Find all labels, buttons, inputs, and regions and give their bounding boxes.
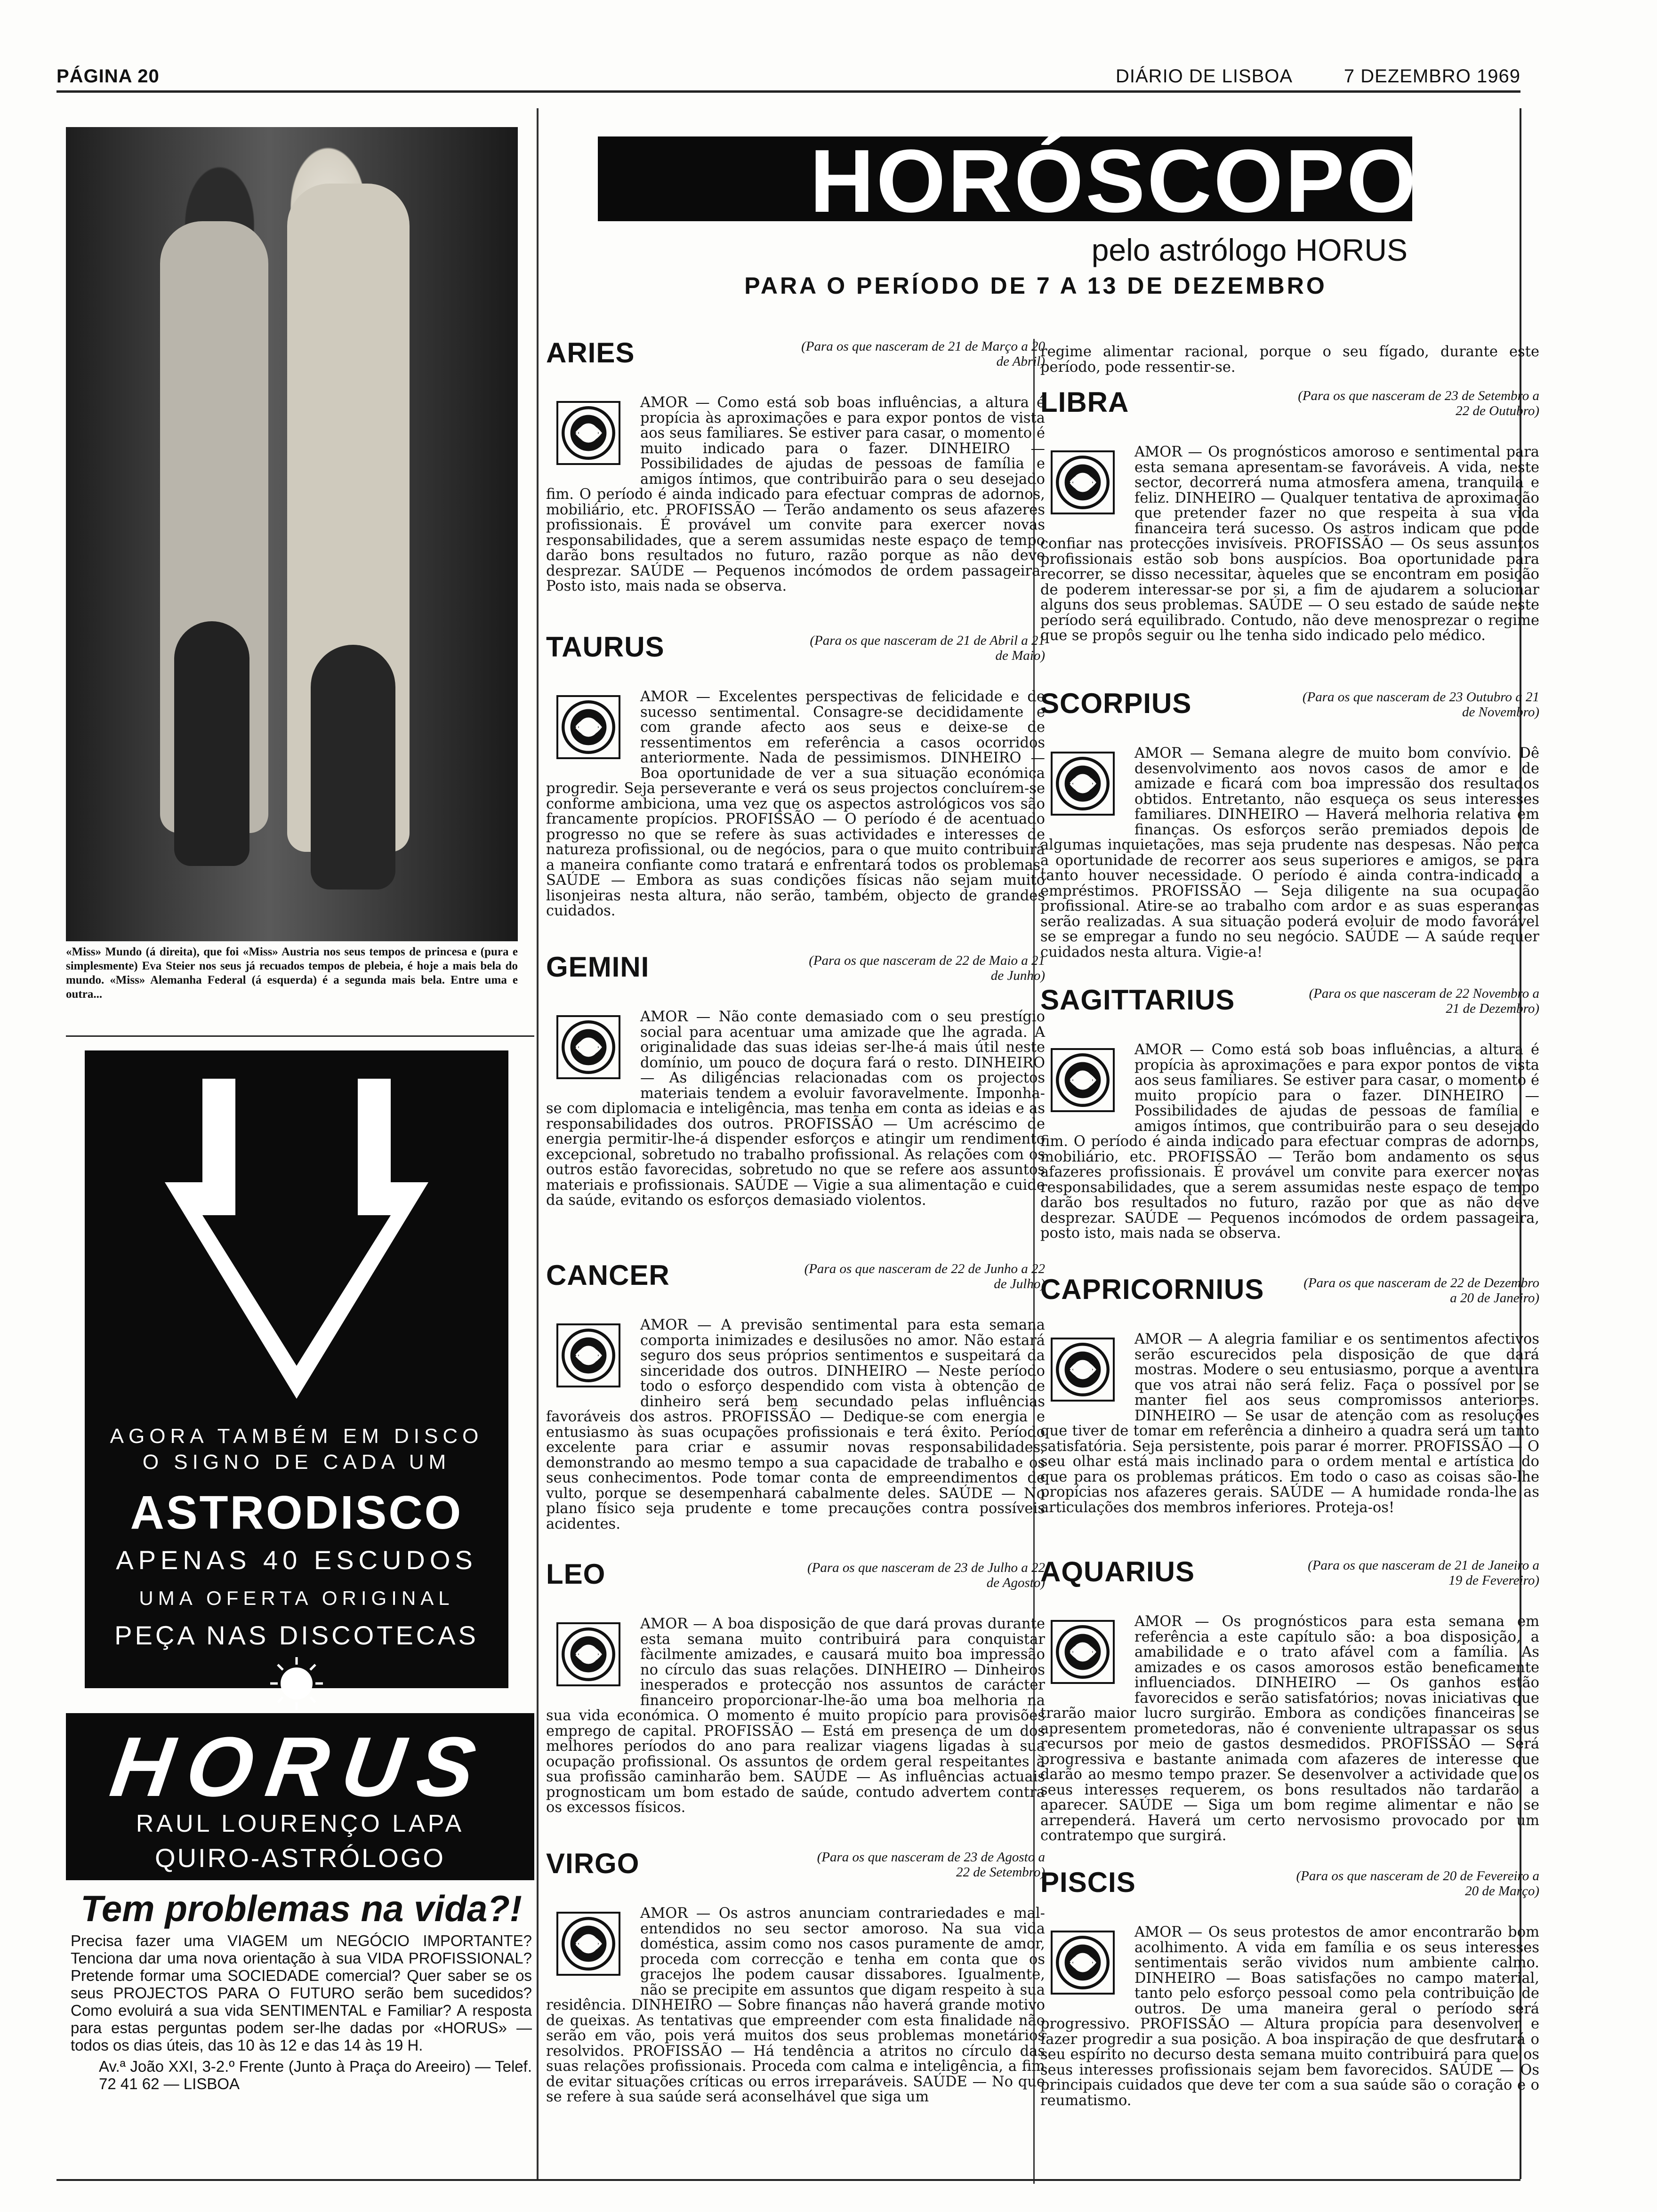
capricornius-zodiac-icon xyxy=(1051,1338,1115,1402)
sign-name: CANCER xyxy=(546,1259,670,1291)
header-rule xyxy=(56,90,1520,93)
cancer-zodiac-icon xyxy=(556,1323,620,1387)
sign-text xyxy=(546,1010,1045,1209)
libra-zodiac-icon xyxy=(1051,450,1115,514)
sign-name: GEMINI xyxy=(546,951,650,983)
astro-offer: UMA OFERTA ORIGINAL xyxy=(139,1587,454,1609)
newspaper-name: DIÁRIO DE LISBOA xyxy=(1116,66,1293,87)
sign-text xyxy=(1040,445,1539,644)
sign-text-content: AMOR — A boa disposição de que dará provas durante esta semana muito contribuirá para conquistar fàcilmente amizades, e causará muito boa impressão no círculo das suas relações. DINHEIRO — Dinheiros inesperados e protecção nos assuntos de carácter financeiro proporcionar-lhe-ão uma boa melhoria na sua vida económica. O momento é muito propício para provisões emprego de capital. PROFISSÃO — Está em presença de um dos melhores períodos do ano para realizar viagens ligadas à sua ocupação profissional. Os assuntos de ordem geral respeitantes à sua profissão caminharão bem. SAÚDE — As influências actuais prognosticam um bom estado de saúde, contudo advertem contra os excessos físicos. xyxy=(546,1616,1045,1816)
sign-name: LIBRA xyxy=(1040,386,1129,418)
sun-icon xyxy=(268,1655,325,1712)
sign-dates: (Para os que nasceram de 23 Outubro a 21 de Novembro) xyxy=(1302,689,1539,720)
sign-dates: (Para os que nasceram de 22 de Dezembro a 20 de Janeiro) xyxy=(1303,1275,1539,1306)
sign-name: VIRGO xyxy=(546,1848,640,1879)
astro-cta: PEÇA NAS DISCOTECAS xyxy=(114,1620,479,1650)
sign-dates: (Para os que nasceram de 22 de Maio a 21 de Junho) xyxy=(809,953,1045,983)
sign-text xyxy=(546,395,1045,594)
sign-dates: (Para os que nasceram de 22 Novembro a 21 de Dezembro) xyxy=(1309,986,1539,1016)
sign-name: TAURUS xyxy=(546,631,665,663)
horoscope-byline: pelo astrólogo HORUS xyxy=(1091,232,1408,267)
sign-text xyxy=(546,1318,1045,1532)
aries-zodiac-icon xyxy=(556,401,620,465)
horus-name: RAUL LOURENÇO LAPA xyxy=(136,1810,465,1837)
virgo-zodiac-icon xyxy=(556,1912,620,1976)
aries-continuation: regime alimentar racional, porque o seu fígado, durante este período, pode ressentir-se. xyxy=(1040,344,1539,376)
piscis-zodiac-icon xyxy=(1051,1931,1115,1995)
sign-name: PISCIS xyxy=(1040,1867,1136,1898)
astro-brand: ASTRODISCO xyxy=(130,1486,463,1539)
astro-line2: O SIGNO DE CADA UM xyxy=(142,1451,451,1474)
issue-date: 7 DEZEMBRO 1969 xyxy=(1343,66,1520,87)
bottom-rule xyxy=(56,2179,1520,2181)
sign-text-content: AMOR — Excelentes perspectivas de felicidade e de sucesso sentimental. Consagre-se decididamente e com grande afecto aos seus e deixe-se de ressentimentos em referência a casos ocorridos anteriormente. Nada de pessimismos. DINHEIRO — Boa oportunidade de ver a sua situação económica progredir. Seja perseverante e verá os seus projectos concluírem-se conforme ambiciona, uma vez que os aspectos astrológicos vos são francamente propícios. PROFISSÃO — O período é de acentuado progresso no que se refere às suas actividades e interesses de natureza profissional, ou de negócios, para o que muito contribuirá a maneira confiante como tratará e enfrentará todos os problemas. SAÚDE — Embora as suas condições físicas não sejam muito lisonjeiras nesta altura, não serão, também, objecto de grandes cuidados. xyxy=(546,689,1045,919)
sign-text-content: AMOR — Não conte demasiado com o seu prestígio social para acentuar uma amizade que lhe agrada. A originalidade das suas ideias ser-lhe-á mais útil neste domínio, um pouco de doçura fará o resto. DINHEIRO — As diligências relacionadas com os projectos materiais tendem a evoluir favoravelmente. Imponha-se com diplomacia e inteligência, mas tenha em conta as ideias e as responsabilidades dos outros. PROFISSÃO — Um acréscimo de energia permitir-lhe-á dispender esforços e atingir um rendimento excepcional, sobretudo no trabalho profissional. As relações com os outros estão favorecidas, sobretudo no que se refere aos assuntos materiais e profissionais. SAÚDE — Vigie a sua alimentação e cuide da saúde, evitando os esforços demasiado violentos. xyxy=(546,1009,1045,1209)
ad-body: Precisa fazer uma VIAGEM um NEGÓCIO IMPORTANTE? Tenciona dar uma nova orientação à sua VIDA PROFISSIONAL? Pretende formar uma SOCIEDADE comercial? Quer saber se os seus PROJECTOS PARA O FUTURO serão bem sucedidos? Como evoluirá a sua vida SENTIMENTAL e Familiar? A resposta para estas perguntas podem ser-lhe dadas por «HORUS» — todos os dias úteis, das 10 às 12 e das 14 às 19 H. xyxy=(71,1932,532,2054)
sign-text-content: AMOR — Como está sob boas influências, a altura é propícia às aproximações e para expor pontos de vista aos seus familiares. Se estiver para casar, o momento é muito propício para o fazer. DINHEIRO — Possibilidades de ajudas de pessoas de família e amigos íntimos, que contribuirão para o seu desejado fim. O período é ainda indicado para efectuar compras de adornos, mobiliário, etc. PROFISSÃO — Terão bom andamento os seus afazeres profissionais. É provável um convite para exercer novas responsabilidades, que a serem assumidas neste espaço de tempo darão bos resultados no futuro, razão por que as não deve desprezar. SAÚDE — Pequenos incómodos de ordem passageira, posto isto, mais nada se observa. xyxy=(1040,1042,1539,1242)
horus-ad xyxy=(66,1713,534,1880)
sign-text-content: AMOR — A previsão sentimental para esta semana comporta inimizades e desilusões no amor. Não estará seguro dos seus próprios sentimentos e suspeitará da sinceridade dos outros. DINHEIRO — Neste período todo o esforço despendido com vista à obtenção de dinheiro será bem secundado pelas influências favoráveis dos astros. PROFISSÃO — Dedique-se com energia e entusiasmo às suas ocupações profissionais e terá êxito. Período excelente para criar e assumir novas responsabilidades, demonstrando ao mesmo tempo a sua capacidade de trabalho e os seus conhecimentos. Pode tomar conta de empreendimentos de vulto, porque se desempenhará cabalmente deles. SAÚDE — No plano físico seja prudente e tome precauções contra possíveis acidentes. xyxy=(546,1317,1045,1532)
caption-rule xyxy=(66,1035,534,1037)
ad-text xyxy=(71,1932,532,2092)
horoscope-title: HORÓSCOPO xyxy=(810,131,1418,231)
sign-dates: (Para os que nasceram de 20 de Fevereiro a 20 de Março) xyxy=(1296,1868,1539,1899)
ad-address: Av.ª João XXI, 3-2.º Frente (Junto à Praça do Areeiro) — Telef. 72 41 62 — LISBOA xyxy=(99,2058,532,2092)
sign-text-content: AMOR — Como está sob boas influências, a altura é propícia às aproximações e para expor pontos de vista aos seus familiares. Se estiver para casar, o momento é muito indicado para o fazer. DINHEIRO — Possibilidades de ajudas de pessoas de família e amigos íntimos, que contribuirão para o seu desejado fim. O período é ainda indicado para efectuar compras de adornos, mobiliário, etc. PROFISSÃO — Terão andamento os seus afazeres profissionais. É provável um convite para exercer novas responsabilidades, que a serem assumidas neste espaço de tempo darão bons resultados no futuro, razão porque as não deve desprezar. SAÚDE — Pequenos incómodos de ordem passageira. Posto isto, mais nada se observa. xyxy=(546,394,1045,594)
astro-price: APENAS 40 ESCUDOS xyxy=(116,1545,477,1575)
scorpius-zodiac-icon xyxy=(1051,752,1115,816)
horoscope-period: PARA O PERÍODO DE 7 A 13 DE DEZEMBRO xyxy=(744,272,1327,299)
sign-text xyxy=(546,1617,1045,1816)
sign-dates: (Para os que nasceram de 22 de Junho a 22 de Julho) xyxy=(804,1261,1045,1291)
sign-name: SCORPIUS xyxy=(1040,688,1192,719)
arrow-down-icon xyxy=(165,1079,428,1399)
sign-text xyxy=(1040,1332,1539,1515)
sign-text-content: AMOR — Os astros anunciam contrariedades e mal-entendidos no seu sector amoroso. Na sua vida doméstica, assim como nos casos puramente de amor, proceda com correcção e tenha em conta que os gracejos lhe podem causar dissabores. Igualmente, não se precipite em assuntos que digam respeito à sua residência. DINHEIRO — Sobre finanças não haverá grande motivo de queixas. As tentativas que empreender com esta finalidade não serão em vão, pois verá muitos dos seus problemas monetários resolvidos. PROFISSÃO — Há tendência a atritos no círculo das suas relações profissionais. Proceda com calma e inteligência, a fim de evitar situações críticas ou erros irreparáveis. SAÚDE — No que se refere à sua saúde será aconselhável que siga um xyxy=(546,1905,1045,2105)
taurus-zodiac-icon xyxy=(556,695,620,759)
sign-dates: (Para os que nasceram de 21 de Março a 20 de Abril) xyxy=(801,339,1045,369)
sign-name: ARIES xyxy=(546,337,635,369)
sign-text xyxy=(1040,1614,1539,1844)
horus-title: QUIRO-ASTRÓLOGO xyxy=(155,1843,445,1873)
ad-headline: Tem problemas na vida?! xyxy=(80,1888,522,1929)
sign-text-content: AMOR — A alegria familiar e os sentimentos afectivos serão escurecidos pela disposição de que dará mostras. Modere o seu entusiasmo, porque a aventura que vos atrai não será feliz. Faça o possível por se manter fiel aos seus compromissos anteriores. DINHEIRO — Se usar de atenção com as resoluções que tiver de tomar em referência a dinheiro a quadra será um tanto satisfatória. Seja persistente, pois parar é morrer. PROFISSÃO — O seu olhar está mais inclinado para o ordem mental e artística do que para os problemas práticos. Em todo o caso as coisas são-lhe propícias nos afazeres gerais. SAÚDE — A humidade ronda-lhe as articulações dos membros inferiores. Proteja-os! xyxy=(1040,1331,1539,1516)
sign-name: AQUARIUS xyxy=(1040,1556,1195,1587)
sign-dates: (Para os que nasceram de 23 de Julho a 22 de Agosto) xyxy=(807,1560,1045,1590)
sign-dates: (Para os que nasceram de 23 de Setembro a 22 de Outubro) xyxy=(1298,388,1539,418)
sign-text-content: AMOR — Os prognósticos amoroso e sentimental para esta semana apresentam-se favoráveis. A vida, neste sector, decorrerá numa atmosfera amena, tranquila e feliz. DINHEIRO — Qualquer tentativa de aproximação que pretender fazer no que respeita à sua vida financeira terá sucesso. Os astros indicam que pode confiar nas protecções invisíveis. PROFISSÃO — Os seus assuntos profissionais estão sob bons auspícios. Boa oportunidade para recorrer, se disso necessitar, àqueles que se encontram em posição de poderem interessar-se por si, a fim de ajudarem a solucionar alguns dos seus problemas. SAÚDE — O seu estado de saúde neste período será equilibrado. Contudo, não deve menosprezar o regime que se propôs seguir ou lhe tenha sido indicado pelo médico. xyxy=(1040,444,1539,644)
astrodisco-ad xyxy=(85,1050,508,1688)
sign-text xyxy=(1040,746,1539,960)
sign-text xyxy=(1040,1042,1539,1242)
sign-text xyxy=(1040,1925,1539,2108)
sign-name: LEO xyxy=(546,1558,606,1590)
leo-zodiac-icon xyxy=(556,1622,620,1686)
sign-name: CAPRICORNIUS xyxy=(1040,1274,1264,1305)
sign-dates: (Para os que nasceram de 21 de Janeiro a 19 de Fevereiro) xyxy=(1308,1558,1539,1588)
sagittarius-zodiac-icon xyxy=(1051,1048,1115,1112)
column-divider-left xyxy=(537,108,539,2179)
photo xyxy=(66,127,518,941)
sign-text-content: AMOR — Semana alegre de muito bom convívio. Dê desenvolvimento aos novos casos de amor e de amizade e ficará com boa impressão dos resultados obtidos. Entretanto, não esqueça os seus interesses familiares. DINHEIRO — Haverá melhoria relativa em finanças. Os esforços serão premiados depois de algumas inquietações, mas seja prudente nas despesas. Não perca a oportunidade de recorrer aos seus superiores e amigos, se para tanto houver necessidade. O período é ainda contra-indicado a empréstimos. PROFISSÃO — Seja diligente na sua ocupação profissional. Atire-se ao trabalho com ardor e as suas esperanças serão realizadas. A sua situação poderá evoluir de modo favorável se se empregar a fundo no seu negócio. SAÚDE — A saúde requer cuidados nesta altura. Vigie-a! xyxy=(1040,745,1539,961)
astro-line1: AGORA TAMBÉM EM DISCO xyxy=(110,1425,483,1448)
sign-dates: (Para os que nasceram de 21 de Abril a 21 de Maio) xyxy=(810,633,1045,663)
aquarius-zodiac-icon xyxy=(1051,1620,1115,1684)
sign-text xyxy=(546,689,1045,919)
gemini-zodiac-icon xyxy=(556,1015,620,1079)
sign-text-content: AMOR — Os seus protestos de amor encontrarão bom acolhimento. A vida em família e os seus interesses sentimentais serão vividos num ambiente calmo. DINHEIRO — Boas satisfações no campo material, tanto pelo esforço pessoal como pela contribuição de outros. De uma maneira geral o período será progressivo. PROFISSÃO — Altura propícia para desenvolver e fazer progredir a sua posição. A boa inspiração de que desfrutará o seu espírito no decurso desta semana muito contribuirá para que os seus interesses profissionais sejam bem favorecidos. SAÚDE — Os principais cuidados que deve ter com a sua saúde são o coração e o reumatismo. xyxy=(1040,1924,1539,2109)
photo-caption: «Miss» Mundo (á direita), que foi «Miss» Austria nos seus tempos de princesa e (pura e simplesmente) Eva Steier nos seus já recuados tempos de plebeia, é hoje a mais bela do mundo. «Miss» Alemanha Federal (á esquerda) é a segunda mais bela. Entre uma e outra... xyxy=(66,946,518,1001)
sign-name: SAGITTARIUS xyxy=(1040,984,1235,1016)
page-number: PÁGINA 20 xyxy=(56,66,160,87)
horus-logo: HORUS xyxy=(105,1720,495,1814)
sign-text xyxy=(546,1906,1045,2105)
sign-text-content: AMOR — Os prognósticos para esta semana em referência a este capítulo são: a boa disposição, a amabilidade e o trato afável com a família. As amizades e os casos amorosos estão beneficamente influenciados. DINHEIRO — Os ganhos estão favorecidos e serão satisfatórios; novas iniciativas que trarão maior lucro surgirão. Embora as condições financeiras se apresentem prometedoras, não é conveniente ultrapassar os seus recursos por meio de gastos desmedidos. PROFISSÃO — Será progressiva e bastante animada com afazeres de interesse que darão ao mesmo tempo prazer. Se desenvolver a actividade que os seus interesses requerem, os bons resultados não tardarão a aparecer. SAÚDE — Siga um bom regime alimentar e não se arrependerá. Haverá um certo nervosismo provocado por um contratempo que surgirá. xyxy=(1040,1613,1539,1844)
sign-dates: (Para os que nasceram de 23 de Agosto a 22 de Setembro) xyxy=(817,1850,1045,1880)
